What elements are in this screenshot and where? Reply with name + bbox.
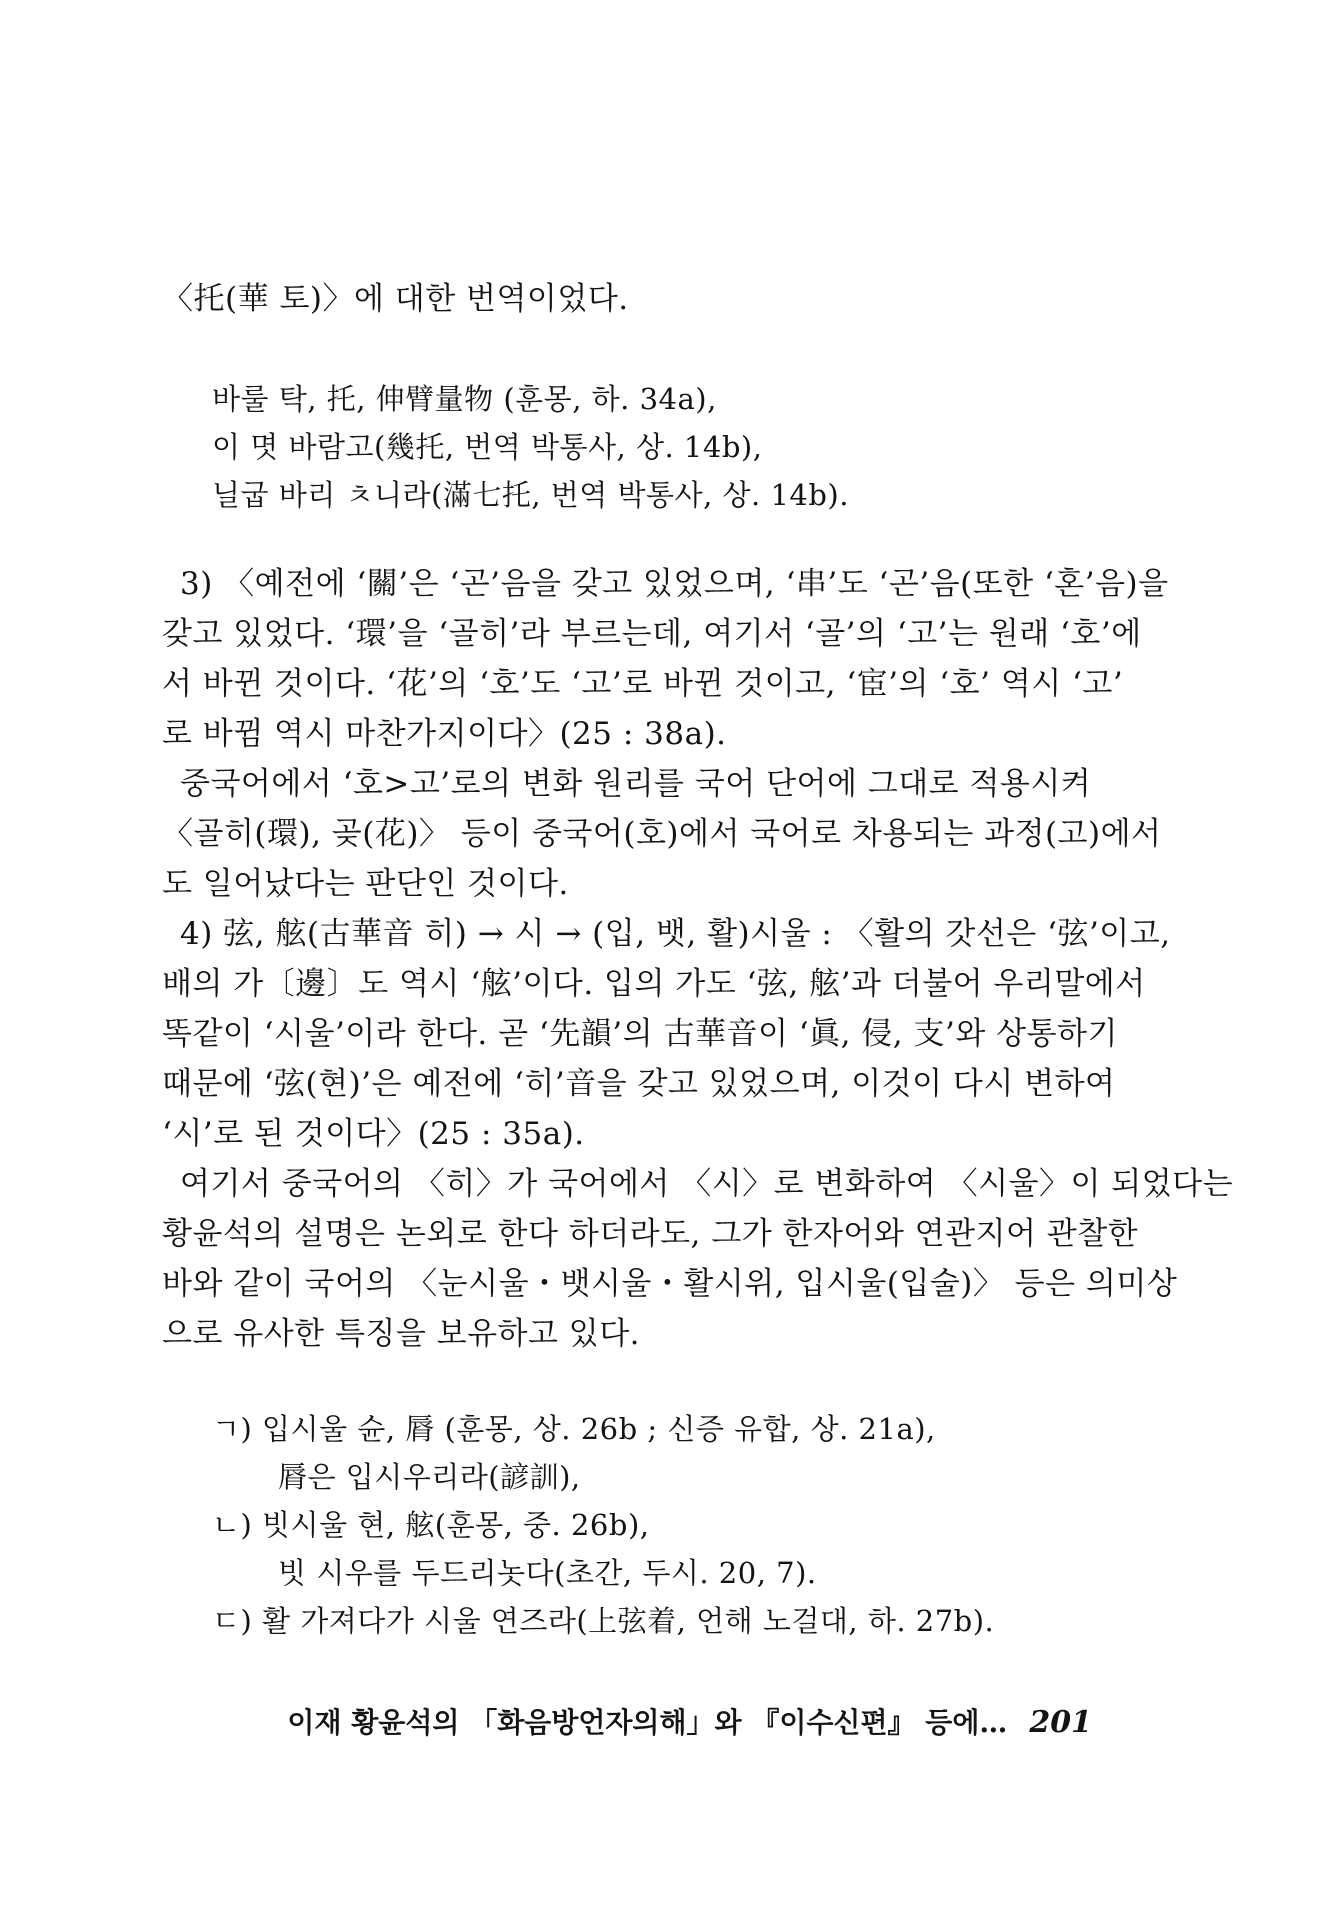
paragraph-line: 으로 유사한 특징을 보유하고 있다.	[162, 1316, 641, 1352]
paragraph-line: 황윤석의 설명은 논외로 한다 하더라도, 그가 한자어와 연관지어 관찰한	[162, 1216, 1139, 1252]
paragraph-line: 중국어에서 ‘호>고’로의 변화 원리를 국어 단어에 그대로 적용시켜	[180, 766, 1092, 802]
paragraph-line: 서 바뀐 것이다. ‘花’의 ‘호’도 ‘고’로 바뀐 것이고, ‘宦’의 ‘호’ 역시 ‘고’	[162, 666, 1124, 702]
example-line: 脣은 입시우리라(諺訓),	[278, 1460, 581, 1494]
page-number: 201	[1029, 1705, 1092, 1740]
page-footer	[287, 1701, 1092, 1741]
paragraph-line: 여기서 중국어의 〈히〉가 국어에서 〈시〉로 변화하여 〈시울〉이 되었다는	[180, 1166, 1234, 1202]
paragraph-line: 갖고 있었다. ‘環’을 ‘골히’라 부르는데, 여기서 ‘골’의 ‘고’는 원래 ‘호’에	[162, 616, 1142, 652]
quote-line: 닐굽 바리 ㅊ니라(滿七托, 번역 박통사, 상. 14b).	[212, 478, 849, 512]
paragraph-line: 바와 같이 국어의 〈눈시울・뱃시울・활시위, 입시울(입술)〉 등은 의미상	[162, 1266, 1178, 1302]
running-head: 이재 황윤석의 「화음방언자의해」와 『이수신편』 등에…	[287, 1706, 1008, 1739]
paragraph-line: 도 일어났다는 판단인 것이다.	[162, 866, 569, 902]
example-line: ㄴ) 빗시울 현, 舷(훈몽, 중. 26b),	[212, 1508, 650, 1542]
example-line: ㄱ) 입시울 슌, 脣 (훈몽, 상. 26b ; 신증 유합, 상. 21a),	[212, 1412, 936, 1446]
paragraph-line: 때문에 ‘弦(현)’은 예전에 ‘히’音을 갖고 있었으며, 이것이 다시 변하여	[162, 1066, 1116, 1102]
paragraph-line: 똑같이 ‘시울’이라 한다. 곧 ‘先韻’의 古華音이 ‘眞, 侵, 支’와 상통하기	[162, 1016, 1118, 1052]
paragraph-line: ‘시’로 된 것이다〉(25 : 35a).	[162, 1116, 585, 1152]
paragraph-line: 배의 가〔邊〕도 역시 ‘舷’이다. 입의 가도 ‘弦, 舷’과 더불어 우리말에서	[162, 966, 1146, 1002]
paragraph-line: 로 바뀜 역시 마찬가지이다〉(25 : 38a).	[162, 716, 727, 752]
paragraph-line: 4) 弦, 舷(古華音 히) → 시 → (입, 뱃, 활)시울 : 〈활의 갓선은 ‘弦’이고,	[180, 916, 1171, 952]
quote-line: 이 몃 바람고(幾托, 번역 박통사, 상. 14b),	[212, 430, 763, 464]
paragraph-line: 3) 〈예전에 ‘關’은 ‘곤’음을 갖고 있었으며, ‘串’도 ‘곤’음(또한 ‘혼’음)을	[180, 566, 1169, 602]
quote-line: 바룰 탁, 托, 伸臂量物 (훈몽, 하. 34a),	[212, 382, 717, 416]
example-line: 빗 시우를 두드리놋다(초간, 두시. 20, 7).	[278, 1556, 817, 1590]
paragraph-line: 〈골히(環), 곶(花)〉 등이 중국어(호)에서 국어로 차용되는 과정(고)에서	[162, 816, 1162, 852]
intro-line: 〈托(華 토)〉에 대한 번역이었다.	[162, 281, 629, 317]
example-line: ㄷ) 활 가져다가 시울 연즈라(上弦着, 언해 노걸대, 하. 27b).	[212, 1604, 995, 1638]
